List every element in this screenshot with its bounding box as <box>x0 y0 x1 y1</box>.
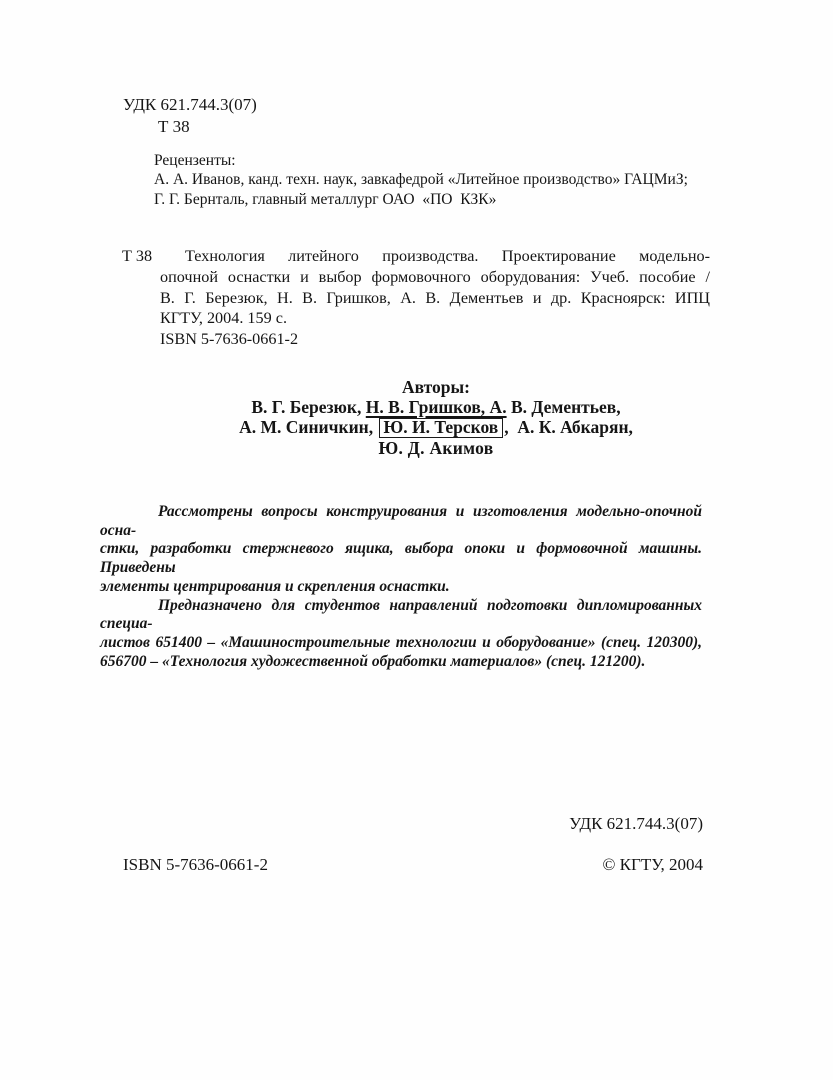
reviewers-heading: Рецензенты: <box>154 152 236 169</box>
biblio-title-line: Технология литейного производства. Проектирование модельно- <box>185 247 710 265</box>
book-index-code-entry: Т 38 <box>122 247 153 265</box>
reviewer-line: А. А. Иванов, канд. техн. наук, завкафедрой «Литейное производство» ГАЦМиЗ; <box>154 171 688 189</box>
authors-line: Ю. Д. Акимов <box>378 438 494 458</box>
authors-line <box>136 417 736 438</box>
reviewer-line: Г. Г. Бернталь, главный металлург ОАО «ПО КЗК» <box>154 190 497 208</box>
author-name: В. Дементьев, <box>506 397 621 417</box>
biblio-title-line: опочной оснастки и выбор формовочного оборудования: Учеб. пособие / <box>160 267 710 286</box>
authors-block <box>136 377 736 458</box>
author-name-boxed: Ю. И. Терсков <box>379 418 504 438</box>
annotation-line: листов 651400 – «Машиностроительные технологии и оборудование» (спец. 120300), <box>100 633 702 651</box>
annotation-line: Рассмотрены вопросы конструирования и изготовления модельно-опочной осна- <box>100 503 702 539</box>
reviewers-block <box>154 151 720 209</box>
isbn-entry: ISBN 5-7636-0661-2 <box>160 330 299 349</box>
author-name: В. Г. Березюк, <box>251 397 366 417</box>
authors-line <box>136 397 736 417</box>
annotation-line: Предназначено для студентов направлений подготовки дипломированных специа- <box>100 596 702 633</box>
isbn-bottom: ISBN 5-7636-0661-2 <box>123 855 268 874</box>
annotation-line: 656700 – «Технология художественной обработки материалов» (спец. 121200). <box>100 652 646 670</box>
biblio-publisher-line: КГТУ, 2004. 159 с. <box>160 309 287 328</box>
annotation-block <box>100 503 702 671</box>
author-name: А. М. Синичкин, <box>239 417 378 437</box>
author-name-underlined: Н. В. Гришков, А. <box>365 397 507 417</box>
bibliographic-entry <box>122 246 710 350</box>
book-index-code-top: Т 38 <box>158 117 190 136</box>
copyright-notice: © КГТУ, 2004 <box>602 855 703 874</box>
udk-classification-top: УДК 621.744.3(07) <box>123 95 257 114</box>
annotation-line: элементы центрирования и скрепления оснастки. <box>100 577 450 595</box>
udk-classification-bottom: УДК 621.744.3(07) <box>569 814 703 833</box>
author-name: , А. К. Абкарян, <box>504 417 633 437</box>
biblio-authors-line: В. Г. Березюк, Н. В. Гришков, А. В. Дементьев и др. Красноярск: ИПЦ <box>160 288 710 307</box>
authors-heading: Авторы: <box>402 377 470 397</box>
annotation-line: стки, разработки стержневого ящика, выбора опоки и формовочной машины. Приведены <box>100 540 702 577</box>
